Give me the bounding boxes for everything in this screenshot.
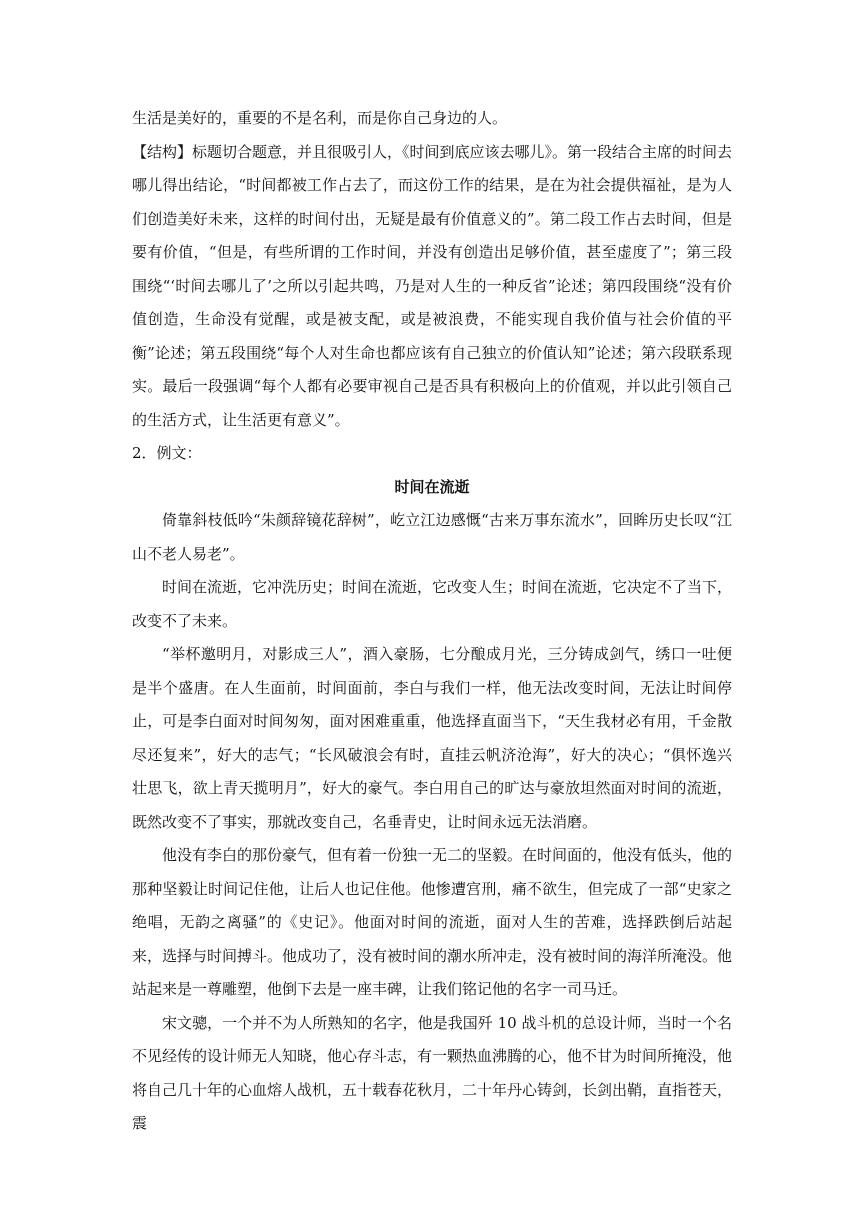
- paragraph-example-label: 2．例文：: [132, 444, 202, 462]
- essay-paragraph-4: 他没有李白的那份豪气，但有着一份独一无二的坚毅。在时间面的，他没有低头，他的那种坚毅让时间记住他，让后人也记住他。他惨遭宫刑，痛不欲生，但完成了一部“史家之绝唱，无韵之离骚”的《史记》。他面对时间的流逝，面对人生的苦难，选择跌倒后站起来，选择与时间搏斗。他成功了，没有被时间的潮水所冲走，没有被时间的海洋所淹没。他站起来是一尊雕塑，他倒下去是一座丰碑，让我们铭记他的名字一司马迁。: [132, 846, 733, 998]
- essay-paragraph-5: 宋文骢，一个并不为人所熟知的名字，他是我国歼 10 战斗机的总设计师，当时一个名不见经传的设计师无人知晓，他心存斗志，有一颗热血沸腾的心，他不甘为时间所掩没，他将自己几十年的心血熔人战机，五十载春花秋月，二十年丹心铸剑，长剑出鞘，直指苍天，震: [132, 1013, 733, 1132]
- essay-title: 时间在流逝: [394, 477, 470, 496]
- paragraph-structure: 【结构】标题切合题意，并且很吸引人，《时间到底应该去哪儿》。第一段结合主席的时间去哪儿得出结论，“时间都被工作占去了，而这份工作的结果，是在为社会提供福祉，是为人们创造美好未来，这样的时间付出，无疑是最有价值意义的”。第二段工作占去时间，但是要有价值，“但是，有些所谓的工作时间，并没有创造出足够价值，甚至虚度了”；第三段围绕“‘时间去哪儿了’之所以引起共鸣，乃是对人生的一种反省”论述；第四段围绕“没有价值创造，生命没有觉醒，或是被支配，或是被浪费，不能实现自我价值与社会价值的平衡”论述；第五段围绕“每个人对生命也都应该有自己独立的价值认知”论述；第六段联系现实。最后一段强调“每个人都有必要审视自己是否具有积极向上的价值观，并以此引领自己的生活方式，让生活更有意义”。: [132, 142, 733, 429]
- essay-paragraph-3: “举杯邀明月，对影成三人”，酒入豪肠，七分酿成月光，三分铸成剑气，绣口一吐便是半个盛唐。在人生面前，时间面前，李白与我们一样，他无法改变时间，无法让时间停止，可是李白面对时间匆匆，面对困难重重，他选择直面当下，“天生我材必有用，千金散尽还复来”，好大的志气；“长风破浪会有时，直挂云帆济沧海”，好大的决心；“俱怀逸兴壮思飞，欲上青天揽明月”，好大的豪气。李白用自己的旷达与豪放坦然面对时间的流逝，既然改变不了事实，那就改变自己，名垂青史，让时间永远无法消磨。: [132, 645, 732, 831]
- paragraph-intro-end: 生活是美好的，重要的不是名利，而是你自己身边的人。: [132, 109, 508, 127]
- document-page: [132, 102, 732, 1141]
- essay-paragraph-2: 时间在流逝，它冲洗历史；时间在流逝，它改变人生；时间在流逝，它决定不了当下，改变不了未来。: [132, 578, 733, 630]
- essay-paragraph-1: 倚靠斜枝低吟“朱颜辞镜花辞树”，屹立江边感慨“古来万事东流水”，回眸历史长叹“江山不老人易老”。: [132, 511, 732, 563]
